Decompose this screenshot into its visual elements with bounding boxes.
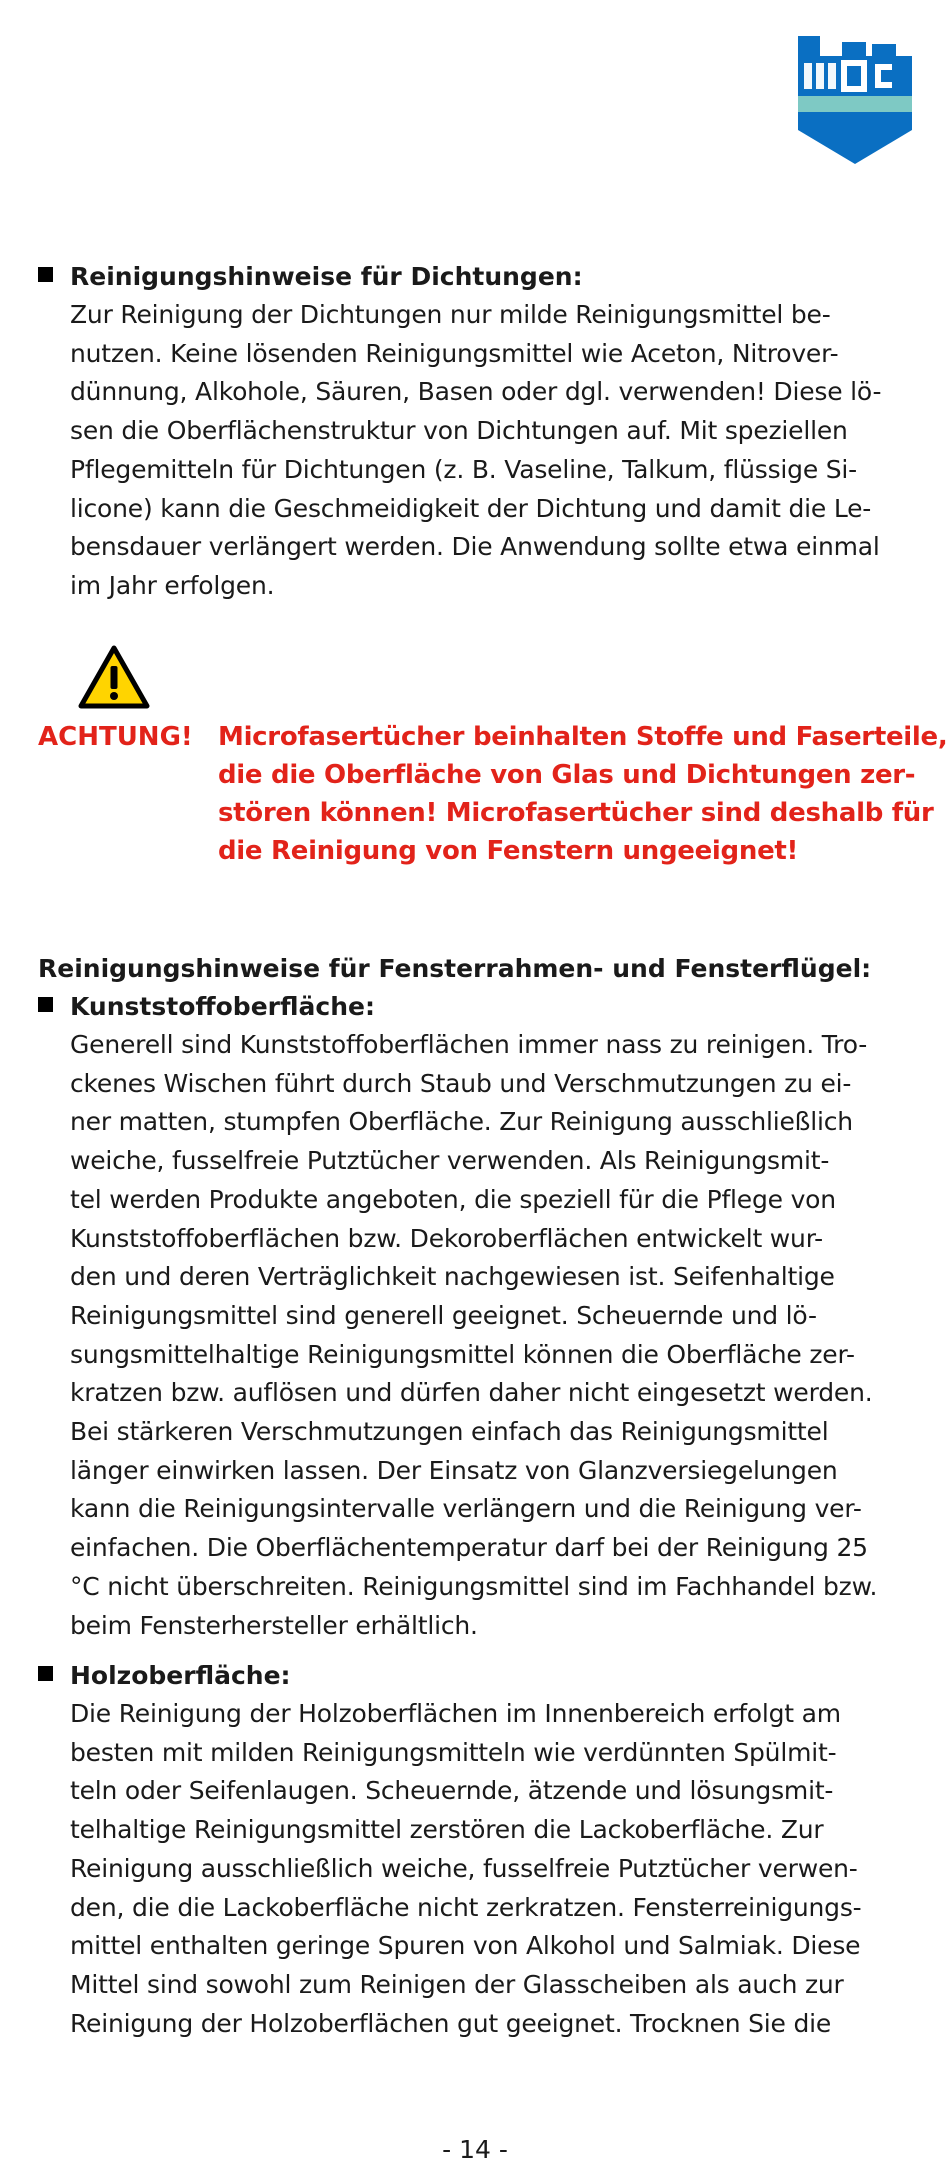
text-line: °C nicht überschreiten. Reinigungsmittel sind im Fachhandel bzw. — [70, 1571, 878, 1601]
text-line: Kunststoffoberflächen bzw. Dekoroberflächen entwickelt wur- — [70, 1223, 823, 1253]
plastic-section — [38, 988, 918, 1645]
text-line: tel werden Produkte angeboten, die speziell für die Pflege von — [70, 1184, 836, 1214]
warning-triangle-icon — [78, 645, 150, 709]
text-line: Reinigung der Holzoberflächen gut geeignet. Trocknen Sie die — [70, 2008, 832, 2038]
text-line: ckenes Wischen führt durch Staub und Verschmutzungen zu ei- — [70, 1068, 852, 1098]
bullet-square-icon — [38, 997, 53, 1012]
text-line: mittel enthalten geringe Spuren von Alkohol und Salmiak. Diese — [70, 1931, 861, 1961]
bullet-square-icon — [38, 1666, 53, 1681]
maco-logo — [798, 36, 912, 166]
warning-label: ACHTUNG! — [38, 722, 193, 752]
wood-title: Holzoberfläche: — [70, 1661, 291, 1690]
warning-line: die die Oberfläche von Glas und Dichtungen zer- — [218, 760, 916, 790]
sealing-title: Reinigungshinweise für Dichtungen: — [70, 262, 583, 291]
wood-section — [38, 1657, 918, 2043]
page-number: - 14 - — [442, 2135, 508, 2164]
wood-item — [38, 1657, 918, 2043]
text-line: teln oder Seifenlaugen. Scheuernde, ätzende und lösungsmit- — [70, 1776, 834, 1806]
text-line: telhaltige Reinigungsmittel zerstören die Lackoberfläche. Zur — [70, 1815, 824, 1845]
text-line: dünnung, Alkohole, Säuren, Basen oder dgl. verwenden! Diese lö- — [70, 377, 882, 407]
warning-line: Microfasertücher beinhalten Stoffe und Faserteile, — [218, 722, 948, 752]
plastic-title: Kunststoffoberfläche: — [70, 992, 375, 1021]
sealing-section — [38, 258, 918, 606]
plastic-item — [38, 988, 918, 1645]
text-line: Pflegemitteln für Dichtungen (z. B. Vaseline, Talkum, flüssige Si- — [70, 454, 857, 484]
text-line: besten mit milden Reinigungsmitteln wie verdünnten Spülmit- — [70, 1737, 837, 1767]
logo-band — [798, 96, 912, 112]
text-line: beim Fensterhersteller erhältlich. — [70, 1610, 478, 1640]
bullet-square-icon — [38, 267, 53, 282]
sealing-body — [70, 296, 918, 606]
text-line: Zur Reinigung der Dichtungen nur milde Reinigungsmittel be- — [70, 300, 831, 329]
text-line: kratzen bzw. auflösen und dürfen daher nicht eingesetzt werden. — [70, 1378, 873, 1408]
text-line: Generell sind Kunststoffoberflächen immer nass zu reinigen. Tro- — [70, 1030, 868, 1059]
warning-line: stören können! Microfasertücher sind deshalb für — [218, 798, 934, 828]
text-line: den, die die Lackoberfläche nicht zerkratzen. Fensterreinigungs- — [70, 1892, 862, 1922]
text-line: länger einwirken lassen. Der Einsatz von Glanzversiegelungen — [70, 1455, 838, 1485]
text-line: Bei stärkeren Verschmutzungen einfach das Reinigungsmittel — [70, 1417, 829, 1447]
text-line: einfachen. Die Oberflächentemperatur darf bei der Reinigung 25 — [70, 1533, 868, 1563]
text-line: ner matten, stumpfen Oberfläche. Zur Reinigung ausschließlich — [70, 1107, 853, 1137]
plastic-body — [70, 1026, 918, 1645]
text-line: sungsmittelhaltige Reinigungsmittel können die Oberfläche zer- — [70, 1339, 855, 1369]
warning-line: die Reinigung von Fenstern ungeeignet! — [218, 836, 799, 866]
text-line: sen die Oberflächenstruktur von Dichtungen auf. Mit speziellen — [70, 416, 848, 446]
text-line: nutzen. Keine lösenden Reinigungsmittel wie Aceton, Nitrover- — [70, 338, 839, 368]
text-line: licone) kann die Geschmeidigkeit der Dichtung und damit die Le- — [70, 493, 872, 523]
text-line: im Jahr erfolgen. — [70, 570, 275, 600]
text-line: weiche, fusselfreie Putztücher verwenden. Als Reinigungsmit- — [70, 1146, 830, 1176]
text-line: Reinigung ausschließlich weiche, fusselfreie Putztücher verwen- — [70, 1853, 858, 1883]
text-line: Die Reinigung der Holzoberflächen im Innenbereich erfolgt am — [70, 1699, 841, 1728]
frames-heading: Reinigungshinweise für Fensterrahmen- und Fensterflügel: — [38, 954, 872, 983]
logo-shield-base — [798, 112, 912, 164]
text-line: den und deren Verträglichkeit nachgewiesen ist. Seifenhaltige — [70, 1262, 835, 1292]
text-line: bensdauer verlängert werden. Die Anwendung sollte etwa einmal — [70, 532, 880, 562]
wood-body — [70, 1695, 918, 2043]
text-line: Mittel sind sowohl zum Reinigen der Glasscheiben als auch zur — [70, 1969, 844, 1999]
warning-text — [218, 718, 947, 870]
sealing-item — [38, 258, 918, 606]
text-line: kann die Reinigungsintervalle verlängern und die Reinigung ver- — [70, 1494, 862, 1524]
text-line: Reinigungsmittel sind generell geeignet. Scheuernde und lö- — [70, 1300, 817, 1330]
logo-text: maco — [855, 108, 858, 109]
